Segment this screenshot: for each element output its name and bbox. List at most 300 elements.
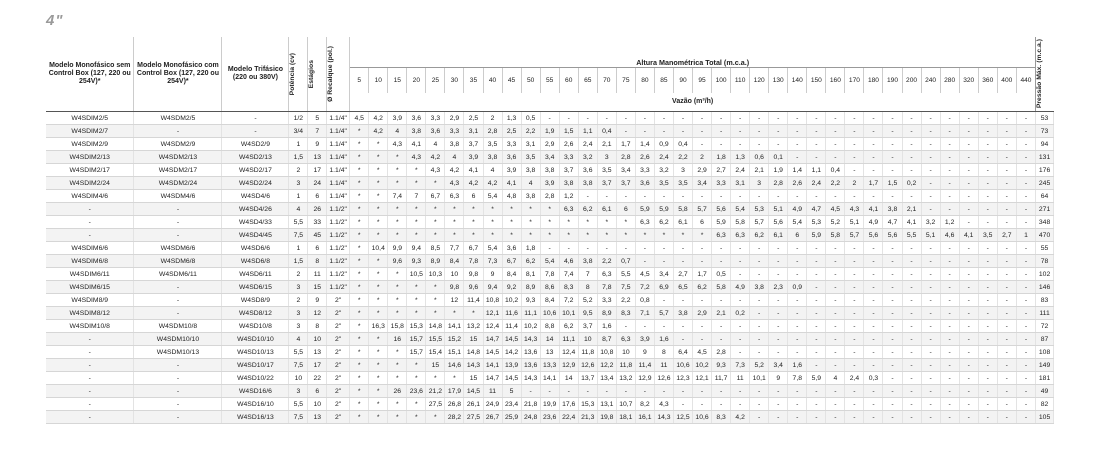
flow-value-cell: 9,8 [445, 281, 464, 294]
flow-value-cell: - [921, 411, 940, 424]
flow-value-cell: 24,9 [483, 398, 502, 411]
flow-value-cell: 6,1 [673, 216, 692, 229]
flow-value-cell: * [521, 229, 540, 242]
flow-value-cell: * [521, 203, 540, 216]
flow-value-cell: - [769, 268, 788, 281]
flow-value-cell: 12,5 [673, 411, 692, 424]
flow-value-cell: * [521, 216, 540, 229]
flow-value-cell: - [826, 112, 845, 125]
flow-value-cell: 5,7 [693, 203, 712, 216]
flow-value-cell: - [769, 333, 788, 346]
flow-value-cell: - [693, 125, 712, 138]
flow-value-cell: 2,1 [597, 138, 616, 151]
flow-value-cell: - [997, 372, 1016, 385]
flow-value-cell: * [483, 203, 502, 216]
flow-value-cell: 2,2 [826, 177, 845, 190]
flow-value-cell: 15,7 [407, 333, 426, 346]
flow-value-cell: - [616, 385, 635, 398]
outlet-cell: 1.1/4" [327, 125, 350, 138]
max-pressure-cell: 176 [1036, 164, 1054, 177]
flow-value-cell: - [807, 333, 826, 346]
flow-value-cell: 14 [559, 372, 578, 385]
flow-value-cell: - [1016, 294, 1035, 307]
flow-value-cell: 14,1 [483, 359, 502, 372]
flow-value-cell: 5,5 [616, 268, 635, 281]
head-value: 15 [388, 68, 407, 93]
flow-value-cell: 2,9 [445, 112, 464, 125]
head-value: 20 [407, 68, 426, 93]
flow-value-cell: 4,3 [845, 203, 864, 216]
model-mono-sem-cell: W4SDIM6/6 [46, 242, 134, 255]
flow-value-cell: - [978, 164, 997, 177]
flow-value-cell: 3,4 [693, 177, 712, 190]
flow-value-cell: - [845, 242, 864, 255]
flow-value-cell: 0,1 [769, 151, 788, 164]
flow-value-cell: 5,5 [902, 229, 921, 242]
flow-value-cell: 18,1 [616, 411, 635, 424]
flow-value-cell: 4,3 [426, 164, 445, 177]
flow-value-cell: - [807, 320, 826, 333]
flow-value-cell: - [807, 307, 826, 320]
flow-value-cell: * [407, 359, 426, 372]
flow-value-cell: * [350, 372, 369, 385]
max-pressure-cell: 94 [1036, 138, 1054, 151]
flow-value-cell: 7 [407, 190, 426, 203]
flow-value-cell: 2,5 [464, 112, 483, 125]
head-value: 100 [712, 68, 731, 93]
flow-value-cell: 1,4 [635, 138, 654, 151]
flow-value-cell: 15 [464, 372, 483, 385]
flow-value-cell: 10 [616, 346, 635, 359]
flow-value-cell: 5,8 [673, 203, 692, 216]
flow-value-cell: 2,8 [712, 346, 731, 359]
flow-value-cell: - [959, 398, 978, 411]
flow-value-cell: 3,3 [445, 125, 464, 138]
max-pressure-cell: 73 [1036, 125, 1054, 138]
model-mono-sem-cell: - [46, 333, 134, 346]
flow-value-cell: 4 [483, 164, 502, 177]
flow-value-cell: 3,8 [673, 307, 692, 320]
model-tri-cell: W4SD8/12 [222, 307, 289, 320]
flow-value-cell: - [940, 372, 959, 385]
model-mono-sem-cell: - [46, 411, 134, 424]
flow-value-cell: - [693, 333, 712, 346]
model-mono-com-cell: - [134, 359, 222, 372]
head-value: 140 [788, 68, 807, 93]
max-pressure-cell: 87 [1036, 333, 1054, 346]
flow-value-cell: 3,8 [521, 164, 540, 177]
flow-value-cell: - [978, 398, 997, 411]
power-cell: 7,5 [289, 229, 308, 242]
power-cell: 2 [289, 268, 308, 281]
flow-value-cell: - [731, 190, 750, 203]
model-tri-cell: W4SD16/10 [222, 398, 289, 411]
outlet-cell: 2" [327, 411, 350, 424]
flow-value-cell: 13,6 [521, 346, 540, 359]
flow-value-cell: * [369, 203, 388, 216]
flow-value-cell: - [807, 398, 826, 411]
flow-value-cell: - [959, 268, 978, 281]
model-mono-com-cell: - [134, 216, 222, 229]
flow-value-cell: 0,7 [616, 255, 635, 268]
flow-value-cell: - [845, 255, 864, 268]
flow-value-cell: 17,6 [559, 398, 578, 411]
flow-value-cell: * [540, 203, 559, 216]
flow-value-cell: - [731, 294, 750, 307]
flow-value-cell: - [902, 346, 921, 359]
flow-value-cell: - [769, 112, 788, 125]
flow-value-cell: - [1016, 320, 1035, 333]
head-value: 280 [940, 68, 959, 93]
flow-value-cell: 2,1 [712, 307, 731, 320]
flow-value-cell: * [464, 203, 483, 216]
model-mono-com-cell: - [134, 411, 222, 424]
flow-value-cell: - [902, 281, 921, 294]
flow-value-cell: - [712, 333, 731, 346]
model-mono-com-cell: - [134, 307, 222, 320]
flow-value-cell: - [788, 255, 807, 268]
flow-value-cell: 3,5 [521, 151, 540, 164]
flow-value-cell: - [940, 138, 959, 151]
flow-value-cell: - [731, 242, 750, 255]
power-cell: 7,5 [289, 411, 308, 424]
outlet-cell: 1.1/2" [327, 268, 350, 281]
flow-value-cell: * [388, 281, 407, 294]
flow-value-cell: - [902, 307, 921, 320]
flow-value-cell: - [826, 385, 845, 398]
flow-value-cell: - [731, 112, 750, 125]
flow-value-cell: 10,6 [673, 359, 692, 372]
flow-value-cell: 3,8 [445, 138, 464, 151]
model-tri-cell: W4SD6/6 [222, 242, 289, 255]
flow-value-cell: 3,9 [464, 151, 483, 164]
flow-value-cell: 0,4 [597, 125, 616, 138]
flow-value-cell: - [750, 125, 769, 138]
table-row [46, 411, 1054, 424]
flow-value-cell: 6,3 [597, 268, 616, 281]
flow-value-cell: 4,2 [445, 164, 464, 177]
flow-value-cell: - [959, 190, 978, 203]
flow-value-cell: - [788, 307, 807, 320]
flow-value-cell: * [369, 268, 388, 281]
flow-value-cell: 6,4 [673, 346, 692, 359]
flow-value-cell: 7,8 [788, 372, 807, 385]
flow-value-cell: - [673, 385, 692, 398]
flow-value-cell: - [959, 203, 978, 216]
flow-value-cell: - [864, 112, 883, 125]
power-cell: 1 [289, 138, 308, 151]
head-value: 10 [369, 68, 388, 93]
flow-value-cell: - [807, 294, 826, 307]
flow-value-cell: * [407, 216, 426, 229]
flow-value-cell: - [1016, 398, 1035, 411]
model-mono-sem-cell: - [46, 203, 134, 216]
flow-value-cell: 0,4 [673, 138, 692, 151]
max-pressure-cell: 245 [1036, 177, 1054, 190]
flow-value-cell: - [807, 411, 826, 424]
flow-value-cell: 13,7 [578, 372, 597, 385]
flow-value-cell: - [826, 190, 845, 203]
model-mono-com-cell: W4SDM10/13 [134, 346, 222, 359]
flow-value-cell: 9,3 [521, 294, 540, 307]
flow-value-cell: 3,1 [731, 177, 750, 190]
flow-value-cell: - [978, 138, 997, 151]
flow-value-cell: 3,8 [540, 164, 559, 177]
flow-value-cell: - [902, 359, 921, 372]
flow-value-cell: 2,6 [635, 151, 654, 164]
head-value: 75 [616, 68, 635, 93]
flow-value-cell: - [635, 125, 654, 138]
flow-value-cell: - [997, 307, 1016, 320]
flow-value-cell: - [654, 294, 673, 307]
flow-value-cell: - [750, 190, 769, 203]
flow-value-cell: * [407, 229, 426, 242]
flow-value-cell: * [407, 398, 426, 411]
flow-value-cell: 5,7 [750, 216, 769, 229]
flow-value-cell: 2,5 [502, 125, 521, 138]
flow-value-cell: * [350, 242, 369, 255]
power-cell: 1,5 [289, 255, 308, 268]
model-mono-com-cell: - [134, 125, 222, 138]
flow-value-cell: - [769, 346, 788, 359]
flow-value-cell: - [959, 164, 978, 177]
power-cell: 10 [289, 372, 308, 385]
flow-value-cell: 4 [445, 151, 464, 164]
flow-value-cell: - [921, 294, 940, 307]
flow-value-cell: 14,1 [445, 320, 464, 333]
flow-value-cell: - [883, 294, 902, 307]
flow-value-cell: - [1016, 346, 1035, 359]
flow-value-cell: 6,3 [635, 216, 654, 229]
flow-value-cell: 4,6 [940, 229, 959, 242]
flow-value-cell: 10,8 [483, 294, 502, 307]
table-row [46, 125, 1054, 138]
flow-value-cell: * [369, 164, 388, 177]
flow-value-cell: - [978, 333, 997, 346]
stages-cell: 17 [308, 359, 327, 372]
flow-value-cell: 1,1 [578, 125, 597, 138]
flow-value-cell: - [978, 385, 997, 398]
flow-value-cell: 4,6 [559, 255, 578, 268]
flow-value-cell: 0,6 [750, 151, 769, 164]
model-mono-com-cell: W4SDM2/9 [134, 138, 222, 151]
flow-value-cell: 3,8 [483, 151, 502, 164]
flow-value-cell: - [902, 385, 921, 398]
model-mono-com-cell: W4SDM6/11 [134, 268, 222, 281]
flow-value-cell: - [883, 346, 902, 359]
flow-value-cell: * [350, 164, 369, 177]
flow-value-cell: - [959, 307, 978, 320]
flow-value-cell: 16 [388, 333, 407, 346]
flow-value-cell: 14,3 [464, 359, 483, 372]
flow-value-cell: 12,9 [635, 372, 654, 385]
flow-value-cell: 15,1 [445, 346, 464, 359]
model-tri-cell: W4SD2/13 [222, 151, 289, 164]
flow-value-cell: 2,3 [769, 281, 788, 294]
flow-value-cell: 4,8 [502, 190, 521, 203]
outlet-cell: 1.1/4" [327, 151, 350, 164]
flow-value-cell: - [578, 112, 597, 125]
flow-value-cell: 10,1 [559, 307, 578, 320]
flow-value-cell: 5,4 [483, 242, 502, 255]
flow-value-cell: * [464, 307, 483, 320]
flow-value-cell: 1,4 [788, 164, 807, 177]
flow-value-cell: 3,9 [635, 333, 654, 346]
model-tri-cell: W4SD10/10 [222, 333, 289, 346]
flow-value-cell: - [940, 385, 959, 398]
flow-value-cell: - [940, 281, 959, 294]
max-pressure-cell: 181 [1036, 372, 1054, 385]
stages-cell: 8 [308, 320, 327, 333]
flow-value-cell: 1,2 [940, 216, 959, 229]
flow-value-cell: 13 [540, 346, 559, 359]
power-cell: 5,5 [289, 216, 308, 229]
model-tri-cell: W4SD10/8 [222, 320, 289, 333]
flow-value-cell: 4 [826, 372, 845, 385]
flow-value-cell: 3,3 [559, 151, 578, 164]
flow-value-cell: * [350, 229, 369, 242]
flow-value-cell: 13,2 [464, 320, 483, 333]
flow-value-cell: - [921, 138, 940, 151]
flow-value-cell: * [426, 281, 445, 294]
flow-value-cell: 15,3 [578, 398, 597, 411]
flow-value-cell: 8,4 [445, 255, 464, 268]
model-mono-com-cell: W4SDM10/10 [134, 333, 222, 346]
flow-value-cell: - [978, 320, 997, 333]
flow-value-cell: - [826, 125, 845, 138]
flow-value-cell: - [750, 255, 769, 268]
stages-cell: 6 [308, 190, 327, 203]
model-tri-cell: W4SD8/9 [222, 294, 289, 307]
flow-value-cell: 14 [540, 333, 559, 346]
flow-value-cell: - [940, 294, 959, 307]
flow-value-cell: 3,1 [464, 125, 483, 138]
flow-value-cell: * [350, 125, 369, 138]
model-mono-sem-cell: W4SDIM2/17 [46, 164, 134, 177]
flow-value-cell: 14,5 [464, 385, 483, 398]
flow-value-cell: - [978, 203, 997, 216]
flow-value-cell: 1,8 [521, 242, 540, 255]
flow-value-cell: - [1016, 255, 1035, 268]
flow-value-cell: - [883, 411, 902, 424]
flow-value-cell: - [864, 242, 883, 255]
flow-value-cell: 5,4 [483, 190, 502, 203]
stages-cell: 33 [308, 216, 327, 229]
flow-value-cell: - [597, 190, 616, 203]
flow-value-cell: - [826, 151, 845, 164]
table-row [46, 138, 1054, 151]
flow-value-cell: 3,8 [559, 177, 578, 190]
flow-value-cell: - [826, 268, 845, 281]
flow-value-cell: - [673, 125, 692, 138]
flow-value-cell: * [426, 411, 445, 424]
flow-value-cell: 4,2 [426, 151, 445, 164]
flow-value-cell: - [864, 164, 883, 177]
header-mono-com: Modelo Monofásico com Control Box (127, 220 ou 254V)* [134, 37, 222, 112]
flow-value-cell: 11,8 [578, 346, 597, 359]
model-mono-com-cell: - [134, 229, 222, 242]
flow-value-cell: * [369, 385, 388, 398]
flow-value-cell: 4,5 [693, 346, 712, 359]
flow-value-cell: 3,6 [578, 164, 597, 177]
model-tri-cell: W4SD2/17 [222, 164, 289, 177]
flow-value-cell: 16,1 [635, 411, 654, 424]
flow-value-cell: 2,8 [616, 151, 635, 164]
flow-value-cell: - [750, 242, 769, 255]
flow-value-cell: - [997, 255, 1016, 268]
flow-value-cell: 4,1 [407, 138, 426, 151]
flow-value-cell: 12 [445, 294, 464, 307]
flow-value-cell: 6,3 [559, 203, 578, 216]
flow-value-cell: - [712, 138, 731, 151]
table-row [46, 307, 1054, 320]
outlet-cell: 1.1/2" [327, 203, 350, 216]
flow-value-cell: - [864, 320, 883, 333]
max-pressure-cell: 49 [1036, 385, 1054, 398]
flow-value-cell: 1,2 [559, 190, 578, 203]
flow-value-cell: 7,4 [388, 190, 407, 203]
flow-value-cell: - [807, 190, 826, 203]
flow-value-cell: 8,1 [521, 268, 540, 281]
flow-value-cell: - [997, 411, 1016, 424]
flow-value-cell: - [845, 138, 864, 151]
flow-value-cell: - [712, 112, 731, 125]
flow-value-cell: 0,2 [902, 177, 921, 190]
flow-value-cell: 9,8 [464, 268, 483, 281]
model-mono-sem-cell: - [46, 346, 134, 359]
flow-value-cell: 2,9 [540, 138, 559, 151]
flow-value-cell: - [978, 190, 997, 203]
head-value: 320 [959, 68, 978, 93]
flow-value-cell: 1,6 [654, 333, 673, 346]
flow-value-cell: * [350, 346, 369, 359]
flow-value-cell: - [673, 112, 692, 125]
flow-value-cell: - [540, 385, 559, 398]
flow-value-cell: - [788, 294, 807, 307]
flow-value-cell: * [407, 307, 426, 320]
flow-value-cell: - [559, 112, 578, 125]
flow-value-cell: - [693, 398, 712, 411]
flow-value-cell: - [559, 242, 578, 255]
flow-value-cell: 12,2 [597, 359, 616, 372]
model-tri-cell: W4SD6/15 [222, 281, 289, 294]
max-pressure-cell: 105 [1036, 411, 1054, 424]
flow-value-cell: 7,8 [464, 255, 483, 268]
flow-value-cell: 2,4 [731, 164, 750, 177]
flow-value-cell: 26,1 [464, 398, 483, 411]
flow-value-cell: - [712, 190, 731, 203]
stages-cell: 6 [308, 385, 327, 398]
flow-value-cell: - [921, 177, 940, 190]
flow-value-cell: 1 [1016, 229, 1035, 242]
outlet-cell: 2" [327, 346, 350, 359]
flow-value-cell: 9,6 [464, 281, 483, 294]
flow-value-cell: - [921, 151, 940, 164]
flow-value-cell: 8,2 [635, 398, 654, 411]
flow-value-cell: - [654, 255, 673, 268]
head-value: 40 [483, 68, 502, 93]
flow-value-cell: - [883, 320, 902, 333]
flow-value-cell: - [921, 203, 940, 216]
flow-value-cell: 7,2 [635, 281, 654, 294]
max-pressure-cell: 348 [1036, 216, 1054, 229]
flow-value-cell: - [921, 385, 940, 398]
flow-value-cell: 3,6 [407, 112, 426, 125]
head-value: 30 [445, 68, 464, 93]
flow-value-cell: 7 [578, 268, 597, 281]
flow-value-cell: - [788, 242, 807, 255]
flow-value-cell: - [978, 151, 997, 164]
